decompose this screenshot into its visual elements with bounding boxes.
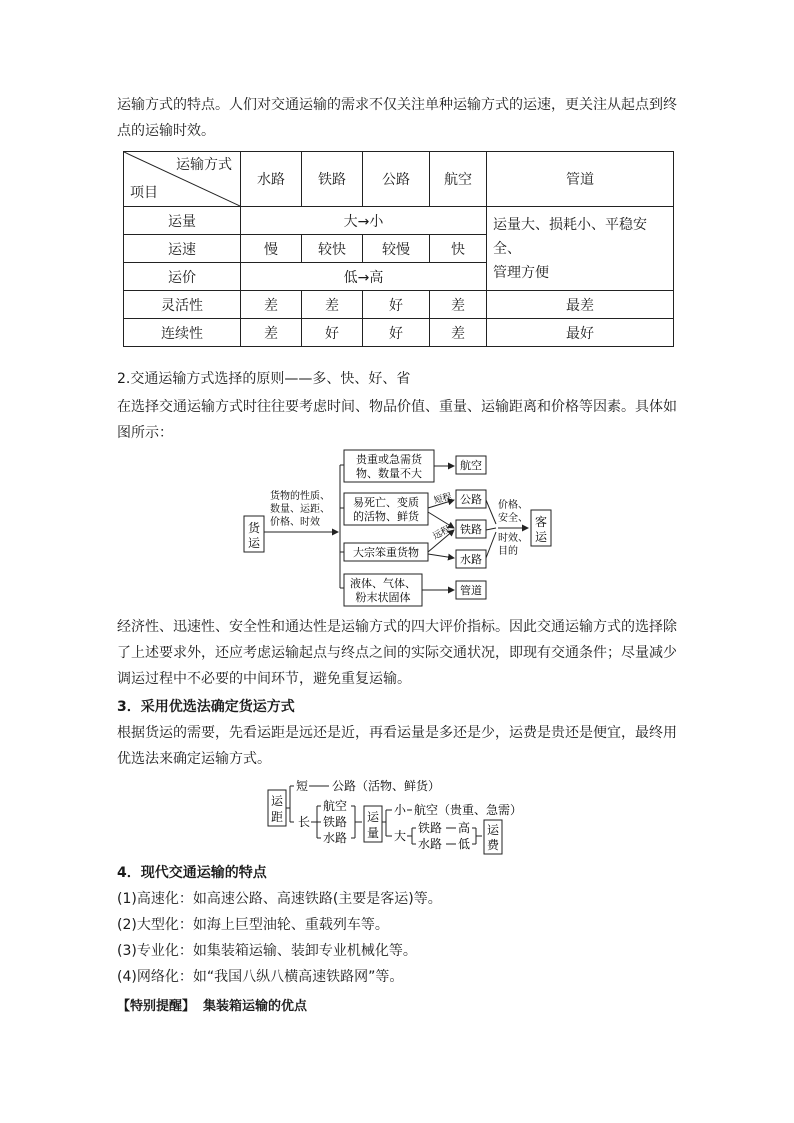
flex-pipeline: 最差 xyxy=(487,291,674,319)
header-mode-label: 运输方式 xyxy=(176,157,232,173)
passenger-factor-3: 时效、 xyxy=(498,533,528,544)
long-mode-rail: 铁路 xyxy=(323,815,348,829)
volume-label-1: 运 xyxy=(366,810,380,824)
factor-line-2: 数量、运距、 xyxy=(270,504,330,515)
passenger-label-1: 客 xyxy=(534,515,548,529)
cont-rail: 好 xyxy=(302,319,363,347)
large-mode-water: 水路 xyxy=(418,837,443,851)
section3-para-line-1: 根据货运的需要，先看运距是远还是近，再看运量是多还是少，运费是贵还是便宜，最终用 xyxy=(117,725,677,741)
distance-label-2: 距 xyxy=(270,810,284,824)
cost-label-2: 费 xyxy=(486,838,500,852)
small-result: 航空（贵重、急需） xyxy=(414,803,523,817)
section2-para-line-1: 在选择交通运输方式时往往要考虑时间、物品价值、重量、运输距离和价格等因素。具体如 xyxy=(117,399,677,415)
large-mode-rail: 铁路 xyxy=(418,821,443,835)
para3-line-3: 调运过程中不必要的中间环节，避免重复运输。 xyxy=(117,671,411,687)
row-label-continuity: 连续性 xyxy=(124,319,241,347)
header-item-label: 项目 xyxy=(130,185,158,201)
cargo-1-line-2: 物、数量不大 xyxy=(356,467,422,480)
mode-air: 航空 xyxy=(460,459,482,472)
pipeline-note-line-2: 管理方便 xyxy=(493,264,549,281)
cont-pipeline: 最好 xyxy=(487,319,674,347)
speed-water: 慢 xyxy=(241,235,302,263)
cont-road: 好 xyxy=(363,319,430,347)
mode-road: 公路 xyxy=(460,493,482,506)
section4-heading: 4．现代交通运输的特点 xyxy=(117,865,267,881)
cargo-4-line-2: 粉末状固体 xyxy=(355,591,411,604)
row-label-flexibility: 灵活性 xyxy=(124,291,241,319)
large-cost-low: 低 xyxy=(458,837,471,851)
pipeline-note-line-1: 运量大、损耗小、平稳安全、 xyxy=(493,216,647,257)
transport-comparison-table xyxy=(123,151,674,347)
special-reminder xyxy=(117,994,307,1020)
table-diagonal-header xyxy=(124,152,241,207)
short-label: 短 xyxy=(296,779,309,793)
speed-air: 快 xyxy=(430,235,487,263)
long-range-label: 远程 xyxy=(431,524,453,542)
para3-line-2: 了上述要求外，还应考虑运输起点与终点之间的实际交通状况，即现有交通条件；尽量减少 xyxy=(117,645,677,661)
flex-water: 差 xyxy=(241,291,302,319)
small-label: 小 xyxy=(394,803,407,817)
freight-label-2: 运 xyxy=(247,536,261,550)
section4-item-1: (1)高速化：如高速公路、高速铁路(主要是客运)等。 xyxy=(117,891,442,907)
para3-line-1: 经济性、迅速性、安全性和通达性是运输方式的四大评价指标。因此交通运输方式的选择除 xyxy=(117,619,677,635)
header-road: 公路 xyxy=(363,152,430,207)
factor-line-1: 货物的性质、 xyxy=(270,491,330,502)
long-mode-water: 水路 xyxy=(323,831,348,845)
header-rail: 铁路 xyxy=(302,152,363,207)
header-water: 水路 xyxy=(241,152,302,207)
cont-air: 差 xyxy=(430,319,487,347)
passenger-factor-4: 目的 xyxy=(498,546,518,557)
intro-line-2: 点的运输时效。 xyxy=(117,123,215,139)
row-label-speed: 运速 xyxy=(124,235,241,263)
volume-label-2: 量 xyxy=(366,826,380,840)
pipeline-note xyxy=(487,207,674,291)
large-label: 大 xyxy=(394,829,407,843)
long-mode-air: 航空 xyxy=(323,799,348,813)
section4-item-4: (4)网络化：如“我国八纵八横高速铁路网”等。 xyxy=(117,969,404,985)
mode-pipeline: 管道 xyxy=(460,584,482,597)
factor-line-3: 价格、时效 xyxy=(270,517,320,528)
short-result: 公路（活物、鲜货） xyxy=(332,779,441,793)
header-pipeline: 管道 xyxy=(487,152,674,207)
row-label-price: 运价 xyxy=(124,263,241,291)
short-range-label: 短程 xyxy=(432,492,453,507)
flex-rail: 差 xyxy=(302,291,363,319)
price-span: 低→高 xyxy=(241,263,487,291)
cargo-1-line-1: 贵重或急需货 xyxy=(356,453,422,466)
freight-label-1: 货 xyxy=(247,521,261,535)
distance-label-1: 运 xyxy=(270,794,284,808)
header-air: 航空 xyxy=(430,152,487,207)
large-cost-high: 高 xyxy=(458,821,471,835)
flex-road: 好 xyxy=(363,291,430,319)
cargo-4-line-1: 液体、气体、 xyxy=(350,577,416,590)
freight-selection-diagram xyxy=(240,446,560,612)
optimization-diagram xyxy=(262,776,532,860)
passenger-factor-2: 安全、 xyxy=(498,513,528,524)
passenger-factor-1: 价格、 xyxy=(498,500,528,511)
cargo-3-line-1: 大宗笨重货物 xyxy=(353,546,419,559)
speed-rail: 较快 xyxy=(302,235,363,263)
speed-road: 较慢 xyxy=(363,235,430,263)
long-label: 长 xyxy=(298,815,311,829)
section2-heading: 2.交通运输方式选择的原则——多、快、好、省 xyxy=(117,371,411,387)
row-label-volume: 运量 xyxy=(124,207,241,235)
reminder-text: 集装箱运输的优点 xyxy=(203,999,308,1014)
mode-rail: 铁路 xyxy=(460,523,482,536)
flex-air: 差 xyxy=(430,291,487,319)
cont-water: 差 xyxy=(241,319,302,347)
cargo-2-line-1: 易死亡、变质 xyxy=(353,496,419,509)
section3-para-line-2: 优选法来确定运输方式。 xyxy=(117,751,271,767)
section2-para-line-2: 图所示： xyxy=(117,425,173,441)
volume-span: 大→小 xyxy=(241,207,487,235)
mode-water: 水路 xyxy=(460,553,482,566)
reminder-tag: 【特别提醒】 xyxy=(117,999,196,1014)
passenger-label-2: 运 xyxy=(534,530,548,544)
section4-item-3: (3)专业化：如集装箱运输、装卸专业机械化等。 xyxy=(117,943,417,959)
cost-label-1: 运 xyxy=(486,823,500,837)
cargo-2-line-2: 的活物、鲜货 xyxy=(353,510,419,523)
section4-item-2: (2)大型化：如海上巨型油轮、重载列车等。 xyxy=(117,917,389,933)
intro-line-1: 运输方式的特点。人们对交通运输的需求不仅关注单种运输方式的运速，更关注从起点到终 xyxy=(117,97,677,113)
section3-heading: 3．采用优选法确定货运方式 xyxy=(117,699,295,715)
